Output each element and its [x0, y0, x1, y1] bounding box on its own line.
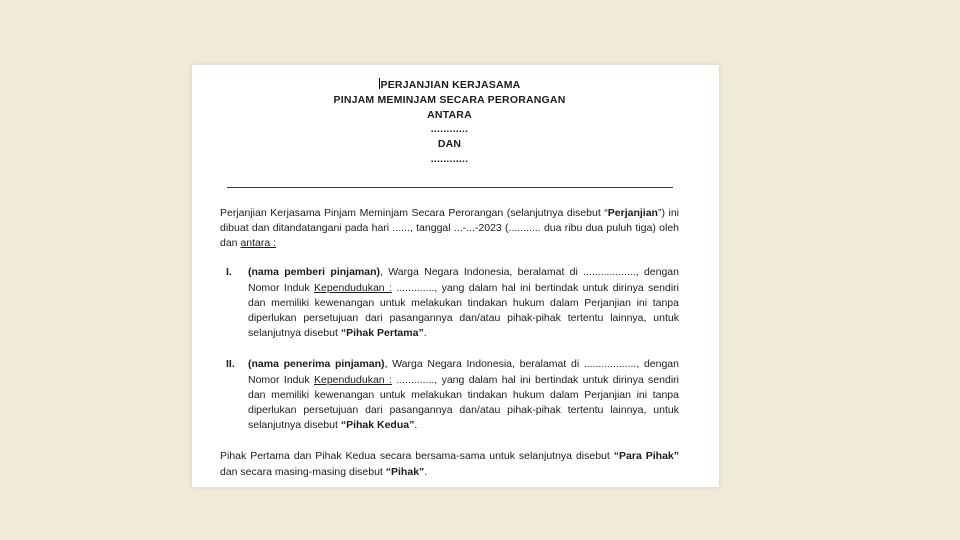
document-title	[220, 78, 679, 167]
text-caret	[379, 78, 380, 89]
party-item-2-text	[248, 357, 679, 433]
closing-paragraph	[220, 449, 679, 479]
document-page[interactable]	[192, 65, 719, 487]
text-segment: Perjanjian Kerjasama Pinjam Meminjam Secara Perorangan (selanjutnya disebut “	[220, 206, 608, 219]
text-segment: dan secara masing-masing disebut	[220, 465, 386, 478]
party-item-1	[220, 265, 679, 341]
underlined-term-kependudukan: Kependudukan :	[313, 281, 392, 294]
text-segment: .	[423, 327, 427, 340]
text-segment: .	[414, 419, 418, 432]
intro-paragraph	[220, 206, 679, 252]
underlined-term-kependudukan: Kependudukan :	[313, 373, 392, 386]
list-marker-2: II.	[226, 358, 235, 371]
text-segment: ............., yang dalam hal ini bertindak untuk dirinya sendiri dan memiliki kewenangan untuk melakukan tindakan hukum dalam Perjanjian ini tanpa diperlukan persetujuan dari pasangannya dan/atau pihak-pihak tertentu lainnya, untuk selanjutnya disebut	[248, 281, 679, 340]
list-marker-1: I.	[226, 266, 232, 279]
text-segment: ............., yang dalam hal ini bertindak untuk dirinya sendiri dan memiliki kewenangan untuk melakukan tindakan hukum dalam Perjanjian ini tanpa diperlukan persetujuan dari pasangannya dan/atau pihak-pihak tertentu lainnya, untuk selanjutnya disebut	[248, 373, 679, 432]
title-line-6: ............	[430, 152, 469, 165]
party-item-2	[220, 357, 679, 433]
bold-term-lender-name: (nama pemberi pinjaman)	[248, 266, 381, 279]
bold-term-perjanjian: Perjanjian	[607, 206, 658, 219]
title-line-4: ............	[430, 123, 469, 136]
text-segment: , Warga Negara Indonesia, beralamat di .................., dengan Nomor Induk	[248, 358, 679, 386]
title-line-1	[220, 78, 679, 93]
bold-term-pihak-pertama: “Pihak Pertama”	[340, 327, 424, 340]
text-segment: ”) ini dibuat dan ditandatangani pada hari ......, tanggal ...-...-2023 (........... dua ribu dua puluh tiga) oleh dan	[220, 206, 679, 250]
separator-line	[227, 187, 673, 188]
bold-term-pihak: “Pihak”	[385, 465, 425, 478]
bold-term-pihak-kedua: “Pihak Kedua”	[340, 419, 415, 432]
party-item-1-text	[248, 265, 679, 341]
title-line-2: PINJAM MEMINJAM SECARA PERORANGAN	[333, 93, 566, 106]
text-segment: .	[424, 465, 428, 478]
bold-term-borrower-name: (nama penerima pinjaman)	[248, 358, 385, 371]
underlined-term-antara: antara :	[240, 237, 277, 250]
title-text-1: PERJANJIAN KERJASAMA	[380, 79, 521, 91]
text-segment: , Warga Negara Indonesia, beralamat di .................., dengan Nomor Induk	[248, 266, 679, 294]
bold-term-para-pihak: “Para Pihak”	[613, 450, 679, 463]
text-segment: Pihak Pertama dan Pihak Kedua secara bersama-sama untuk selanjutnya disebut	[220, 450, 614, 463]
title-line-5: DAN	[437, 138, 462, 151]
title-line-3: ANTARA	[427, 108, 472, 121]
